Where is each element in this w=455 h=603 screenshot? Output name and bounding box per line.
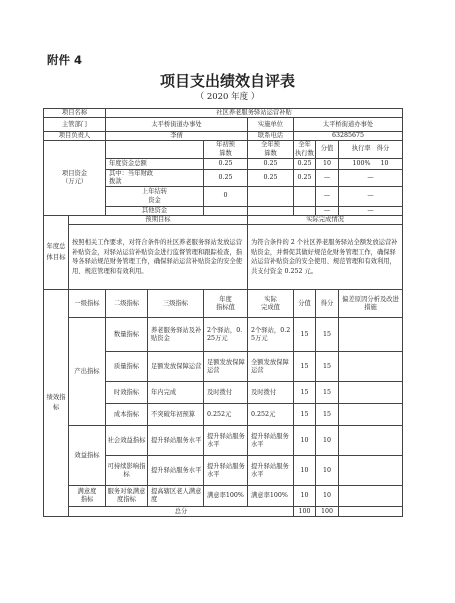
funds-total-label: 年度资金总额	[106, 158, 204, 169]
phone-value: 63285675	[294, 132, 403, 141]
funds-fiscal-label: 其中：当年财政 拨款	[106, 169, 204, 186]
funds-total-points: 10	[380, 159, 389, 167]
total-points: 100	[316, 507, 339, 517]
funds-carry-budget: 0	[204, 187, 248, 207]
indicator-l3: 提升驿站服务水平	[148, 426, 204, 456]
expected-goal-header: 预期目标	[69, 216, 248, 225]
output-indicator-label: 产出指标	[69, 318, 106, 426]
indicator-l2: 可持续影响指标	[106, 456, 148, 486]
indicator-reason	[339, 382, 403, 404]
dept-value: 太平桥街道办事处	[106, 118, 248, 132]
indicator-l3: 年内完成	[148, 382, 204, 404]
funds-other-full	[248, 207, 294, 216]
indicator-l2: 时效指标	[106, 382, 148, 404]
indicator-l3: 养老服务驿站及补贴资金	[148, 318, 204, 352]
project-name-label: 项目名称	[44, 109, 106, 118]
h-points: 得分	[316, 290, 339, 318]
indicator-score: 15	[294, 318, 316, 352]
indicator-target: 提升驿站服务水平	[204, 456, 248, 486]
funds-header-blank	[106, 141, 204, 158]
funds-fiscal-score: —	[316, 169, 339, 186]
indicator-points: 15	[316, 382, 339, 404]
funds-total-score: 10	[316, 158, 339, 169]
indicator-points: 10	[316, 456, 339, 486]
indicator-score: 15	[294, 352, 316, 382]
col-rate: 执行率	[351, 145, 371, 153]
indicator-score: 10	[294, 426, 316, 456]
impl-label: 实施单位	[248, 118, 294, 132]
indicator-reason	[339, 426, 403, 456]
evaluation-table	[43, 108, 403, 517]
expected-goal-text: 按照相关工作要求，对符合条件的社区养老服务驿站发放运营补贴资金，对驿站运营补贴资金进行监督管理和跟踪检查，指导各驿站规范财务管理工作，确保驿站运营补贴资金的安全使用、规范管理和有效利用。	[69, 225, 248, 290]
funds-carry-full	[248, 187, 294, 207]
total-score: 100	[294, 507, 316, 517]
indicator-score: 10	[294, 456, 316, 486]
total-label: 总分	[69, 507, 294, 517]
indicator-l3: 提高辖区老人满意度	[148, 486, 204, 507]
attachment-label: 附件 4	[47, 53, 83, 67]
owner-value: 李倩	[106, 132, 248, 141]
funds-carry-exec	[294, 187, 316, 207]
funds-carry-label: 上年结转 资金	[106, 187, 204, 207]
indicator-points: 10	[316, 486, 339, 507]
indicators-side-label: 绩效指标	[44, 290, 69, 517]
funds-other-points: —	[339, 207, 403, 216]
col-full: 全年预 算数	[248, 141, 294, 158]
funds-total-rate: 100%	[352, 159, 371, 167]
funds-other-label: 其他资金	[106, 207, 204, 216]
indicator-target: 满意率100%	[204, 486, 248, 507]
funds-fiscal-points: —	[339, 169, 403, 186]
funds-other-budget	[204, 207, 248, 216]
indicator-l3: 提升驿站服务水平	[148, 456, 204, 486]
indicator-actual: 提升驿站服务水平	[248, 456, 294, 486]
indicator-actual: 提升驿站服务水平	[248, 426, 294, 456]
indicator-score: 15	[294, 404, 316, 426]
owner-label: 项目负责人	[44, 132, 106, 141]
document-title: 项目支出绩效自评表	[159, 72, 295, 90]
indicator-l3: 不突破年初预算	[148, 404, 204, 426]
indicator-actual: 满意率100%	[248, 486, 294, 507]
indicator-target: 及时拨付	[204, 382, 248, 404]
funds-total-exec: 0.25	[294, 158, 316, 169]
funds-carry-score: —	[316, 187, 339, 207]
indicator-reason	[339, 352, 403, 382]
h-level1: 一级指标	[69, 290, 106, 318]
satisfaction-indicator-label: 满意度 指标	[69, 486, 106, 507]
indicator-target: 提升驿站服务水平	[204, 426, 248, 456]
h-actual: 实际 完成值	[248, 290, 294, 318]
funds-fiscal-budget: 0.25	[204, 169, 248, 186]
indicator-reason	[339, 404, 403, 426]
col-budget: 年初预 算数	[204, 141, 248, 158]
col-score: 分值	[316, 141, 339, 158]
indicator-score: 10	[294, 486, 316, 507]
indicator-reason	[339, 318, 403, 352]
funds-total-budget: 0.25	[204, 158, 248, 169]
actual-goal-text: 为符合条件的 2 个社区养老服务驿站全额发放运营补贴资金，并督促其做好规范化财务管理工作，确保驿站运营补贴资金的安全使用、规范管理和有效利用，共支付资金 0.252 元。	[248, 225, 403, 290]
indicator-points: 15	[316, 318, 339, 352]
indicator-l2: 数量指标	[106, 318, 148, 352]
project-name: 社区养老服务驿站运营补贴	[106, 109, 403, 118]
indicator-points: 15	[316, 404, 339, 426]
indicator-reason	[339, 456, 403, 486]
funds-carry-points: —	[339, 187, 403, 207]
impl-value: 太平桥街道办事处	[294, 118, 403, 132]
actual-goal-header: 实际完成情况	[248, 216, 403, 225]
phone-label: 联系电话	[248, 132, 294, 141]
indicator-points: 10	[316, 426, 339, 456]
funds-total-full: 0.25	[248, 158, 294, 169]
total-reason	[339, 507, 403, 517]
goals-side-label: 年度总体目标	[44, 216, 69, 290]
h-score: 分值	[294, 290, 316, 318]
funds-other-exec	[294, 207, 316, 216]
indicator-actual: 2个驿站，0.25万元	[248, 318, 294, 352]
indicator-score: 15	[294, 382, 316, 404]
indicator-l2: 质量指标	[106, 352, 148, 382]
col-exec: 全年 执行数	[295, 141, 314, 157]
funds-fiscal-exec: 0.25	[294, 169, 316, 186]
indicator-actual: 及时拨付	[248, 382, 294, 404]
report-year: （ 2020 年度 ）	[195, 92, 260, 102]
indicator-target: 2个驿站，0.25万元	[204, 318, 248, 352]
funds-row-label: 项目资金 （万元）	[44, 141, 106, 216]
indicator-target: 0.252元	[204, 404, 248, 426]
indicator-l3: 足额发放保障运营	[148, 352, 204, 382]
col-rate-points	[339, 141, 403, 158]
h-level3: 三级指标	[148, 290, 204, 318]
h-level2: 二级指标	[106, 290, 148, 318]
h-target: 年度 指标值	[204, 290, 248, 318]
indicator-actual: 全额发放保障运营	[248, 352, 294, 382]
indicator-l2: 社会效益指标	[106, 426, 148, 456]
funds-other-score: —	[316, 207, 339, 216]
funds-total-rate-points	[339, 158, 403, 169]
indicator-l2: 成本指标	[106, 404, 148, 426]
indicator-points: 15	[316, 352, 339, 382]
indicator-target: 足额发放保障运营	[204, 352, 248, 382]
effect-indicator-label: 效益指标	[69, 426, 106, 486]
col-points: 得分	[376, 145, 390, 153]
dept-label: 主管部门	[44, 118, 106, 132]
indicator-reason	[339, 486, 403, 507]
funds-fiscal-full: 0.25	[248, 169, 294, 186]
indicator-actual: 0.252元	[248, 404, 294, 426]
indicator-l2: 服务对象满意度指标	[106, 486, 148, 507]
h-reason: 偏差原因分析及改进措施	[339, 290, 403, 318]
